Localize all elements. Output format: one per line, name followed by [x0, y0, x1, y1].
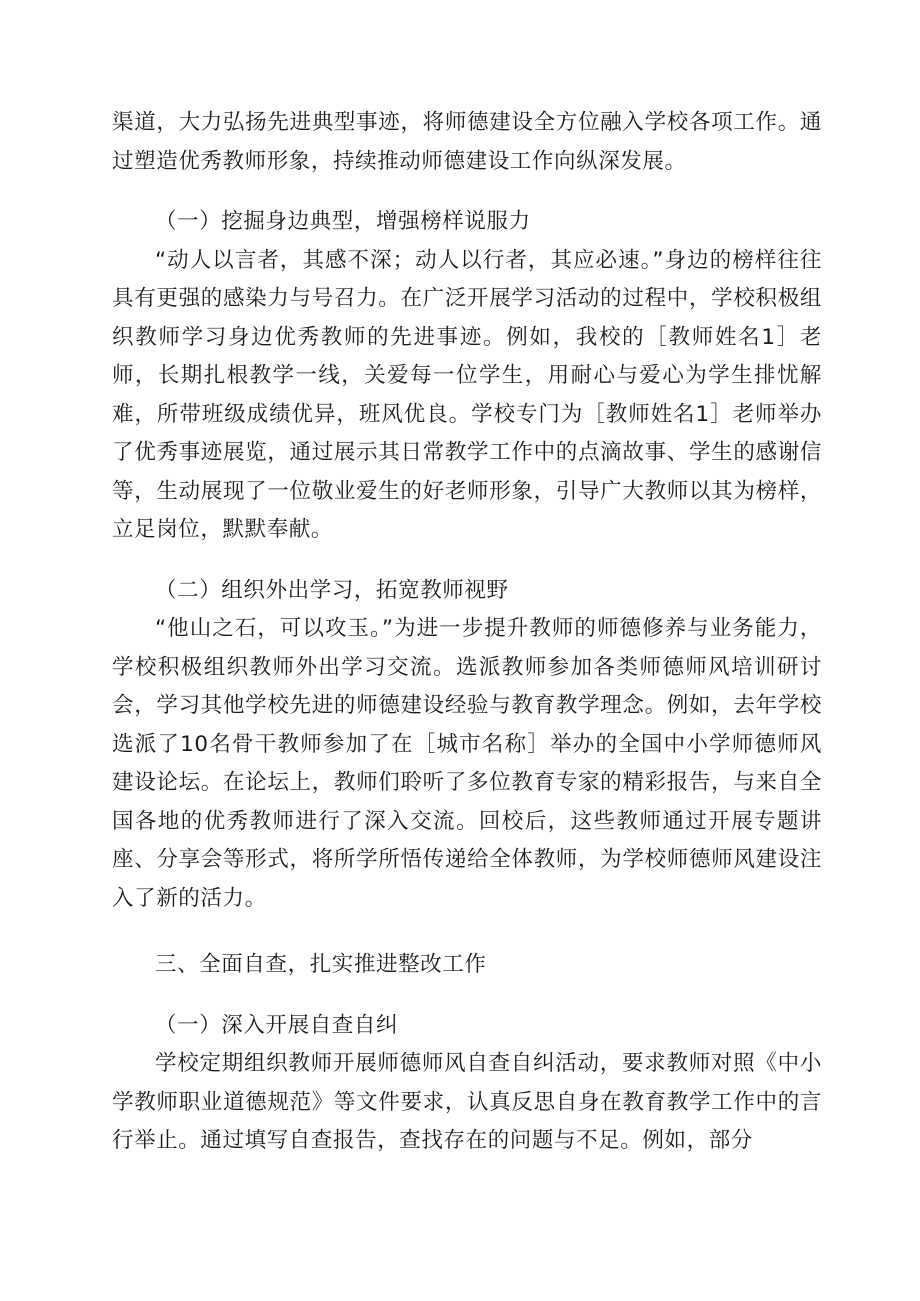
paragraph-role-models: “动人以言者，其感不深；动人以行者，其应必速。”身边的榜样往往具有更强的感染力与号召力。在广泛开展学习活动的过程中，学校积极组织教师学习身边优秀教师的先进事迹。例如，我校的［教师姓名1］老师，长期扎根教学一线，关爱每一位学生，用耐心与爱心为学生排忧解难，所带班级成绩优异，班风优良。学校专门为［教师姓名1］老师举办了优秀事迹展览，通过展示其日常教学工作中的点滴故事、学生的感谢信等，生动展现了一位敬业爱生的好老师形象，引导广大教师以其为榜样，立足岗位，默默奉献。	[112, 247, 822, 542]
section-heading-3: 三、全面自查，扎实推进整改工作	[155, 952, 487, 977]
paragraph-self-inspection: 学校定期组织教师开展师德师风自查自纠活动，要求教师对照《中小学教师职业道德规范》等文件要求，认真反思自身在教育教学工作中的言行举止。通过填写自查报告，查找存在的问题与不足。例如，部分	[112, 1051, 822, 1153]
paragraph-continuation: 渠道，大力弘扬先进典型事迹，将师德建设全方位融入学校各项工作。通过塑造优秀教师形象，持续推动师德建设工作向纵深发展。	[112, 110, 822, 174]
subsection-heading-3-1: （一）深入开展自查自纠	[155, 1012, 399, 1038]
subsection-heading-2: （二）组织外出学习，拓宽教师视野	[155, 577, 509, 603]
subsection-heading-1: （一）挖掘身边典型，增强榜样说服力	[155, 209, 531, 234]
paragraph-external-learning: “他山之石，可以攻玉。”为进一步提升教师的师德修养与业务能力，学校积极组织教师外出学习交流。选派教师参加各类师德师风培训研讨会，学习其他学校先进的师德建设经验与教育教学理念。例如，去年学校选派了10名骨干教师参加了在［城市名称］举办的全国中小学师德师风建设论坛。在论坛上，教师们聆听了多位教育专家的精彩报告，与来自全国各地的优秀教师进行了深入交流。回校后，这些教师通过开展专题讲座、分享会等形式，将所学所悟传递给全体教师，为学校师德师风建设注入了新的活力。	[112, 616, 822, 911]
document-body	[112, 104, 822, 1161]
